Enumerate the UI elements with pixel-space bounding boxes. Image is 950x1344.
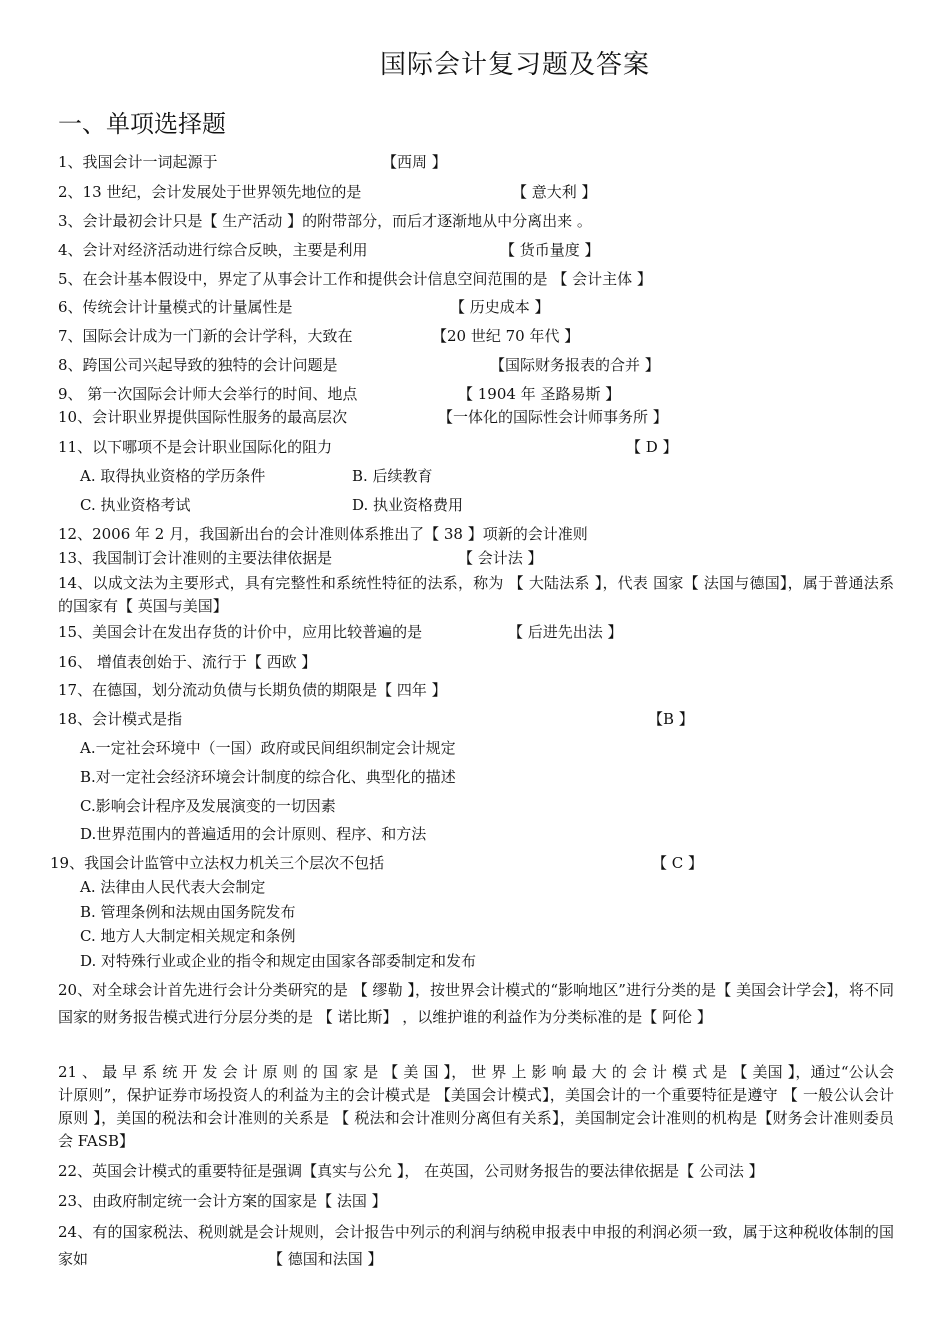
question-24 <box>58 1219 894 1273</box>
question-23: 23、由政府制定统一会计方案的国家是【 法国 】 <box>58 1192 387 1210</box>
question-14: 14、以成文法为主要形式，具有完整性和系统性特征的法系，称为 【 大陆法系 】，代表 国家【 法国与德国】，属于普通法系的国家有【 英国与美国】 <box>58 574 894 615</box>
option-19-c: C. 地方人大制定相关规定和条例 <box>80 927 296 945</box>
question-15: 15、美国会计在发出存货的计价中，应用比较普遍的是 <box>58 623 423 641</box>
answer-2: 【 意大利 】 <box>512 183 597 201</box>
option-19-d: D. 对特殊行业或企业的指令和规定由国家各部委制定和发布 <box>80 952 477 970</box>
answer-10: 【一体化的国际性会计师事务所 】 <box>438 408 668 426</box>
option-11-c: C. 执业资格考试 <box>80 496 191 514</box>
question-24-text: 24、有的国家税法、税则就是会计规则，会计报告中列示的利润与纳税申报表中申报的利润必须一致，属于这种税收体制的国家如 <box>58 1223 894 1268</box>
answer-18: 【B 】 <box>648 710 694 728</box>
question-11: 11、以下哪项不是会计职业国际化的阻力 <box>58 438 333 456</box>
section-heading: 一、单项选择题 <box>58 110 226 138</box>
question-1: 1、我国会计一词起源于 <box>58 153 218 171</box>
question-16: 16、 增值表创始于、流行于【 西欧 】 <box>58 653 317 671</box>
question-13: 13、我国制订会计准则的主要法律依据是 <box>58 549 333 567</box>
question-17: 17、在德国，划分流动负债与长期负债的期限是【 四年 】 <box>58 681 447 699</box>
question-19: 19、我国会计监管中立法权力机关三个层次不包括 <box>50 854 385 872</box>
question-10: 10、会计职业界提供国际性服务的最高层次 <box>58 408 348 426</box>
question-4: 4、会计对经济活动进行综合反映，主要是利用 <box>58 241 368 259</box>
question-8: 8、跨国公司兴起导致的独特的会计问题是 <box>58 356 338 374</box>
option-11-b: B. 后续教育 <box>352 467 433 485</box>
option-19-a: A. 法律由人民代表大会制定 <box>80 878 266 896</box>
option-11-d: D. 执业资格费用 <box>352 496 464 514</box>
question-7: 7、国际会计成为一门新的会计学科，大致在 <box>58 327 353 345</box>
answer-1: 【西周 】 <box>382 153 447 171</box>
answer-4: 【 货币量度 】 <box>500 241 600 259</box>
question-5: 5、在会计基本假设中，界定了从事会计工作和提供会计信息空间范围的是 【 会计主体 】 <box>58 270 652 288</box>
question-22: 22、英国会计模式的重要特征是强调【真实与公允 】， 在英国，公司财务报告的要法律依据是【 公司法 】 <box>58 1162 764 1180</box>
question-18: 18、会计模式是指 <box>58 710 183 728</box>
option-18-a: A.一定社会环境中（一国）政府或民间组织制定会计规定 <box>80 739 456 757</box>
question-12: 12、2006 年 2 月，我国新出台的会计准则体系推出了【 38 】项新的会计准则 <box>58 525 588 543</box>
answer-19: 【 C 】 <box>652 854 704 872</box>
option-18-b: B.对一定社会经济环境会计制度的综合化、典型化的描述 <box>80 768 456 786</box>
question-9: 9、 第一次国际会计师大会举行的时间、地点 <box>58 385 358 403</box>
answer-8: 【国际财务报表的合并 】 <box>490 356 660 374</box>
answer-6: 【 历史成本 】 <box>450 298 550 316</box>
answer-11: 【 D 】 <box>626 438 678 456</box>
question-6: 6、传统会计计量模式的计量属性是 <box>58 298 293 316</box>
answer-13: 【 会计法 】 <box>458 549 543 567</box>
answer-15: 【 后进先出法 】 <box>508 623 623 641</box>
question-2: 2、13 世纪，会计发展处于世界领先地位的是 <box>58 183 362 201</box>
option-18-d: D.世界范围内的普遍适用的会计原则、程序、和方法 <box>80 825 427 843</box>
page-title: 国际会计复习题及答案 <box>379 50 650 80</box>
answer-9: 【 1904 年 圣路易斯 】 <box>458 385 621 403</box>
question-20: 20、对全球会计首先进行会计分类研究的是 【 缪勒 】，按世界会计模式的“影响地区”进行分类的是【 美国会计学会】，将不同国家的财务报告模式进行分层分类的是 【 诺比斯】 ，以维护谁的利益作为分类标准的是【 阿伦 】 <box>58 981 894 1026</box>
option-11-a: A. 取得执业资格的学历条件 <box>80 467 266 485</box>
question-3: 3、会计最初会计只是【 生产活动 】的附带部分，而后才逐渐地从中分离出来 。 <box>58 212 592 230</box>
option-19-b: B. 管理条例和法规由国务院发布 <box>80 903 296 921</box>
option-18-c: C.影响会计程序及发展演变的一切因素 <box>80 797 336 815</box>
answer-24: 【 德国和法国 】 <box>268 1250 383 1268</box>
question-21: 21 、 最 早 系 统 开 发 会 计 原 则 的 国 家 是 【 美 国 】， 世 界 上 影 响 最 大 的 会 计 模 式 是 【 美国 】，通过“公认会计原则”，保护证券市场投资人的利益为主的会计模式是 【美国会计模式】，美国会计的一个重要特征是遵守 【 一般公认会计原则 】，美国的税法和会计准则的关系是 【 税法和会计准则分离但有关系】，美国制定会计准则的机构是【财务会计准则委员会 FASB】 <box>58 1063 894 1150</box>
answer-7: 【20 世纪 70 年代 】 <box>432 327 580 345</box>
